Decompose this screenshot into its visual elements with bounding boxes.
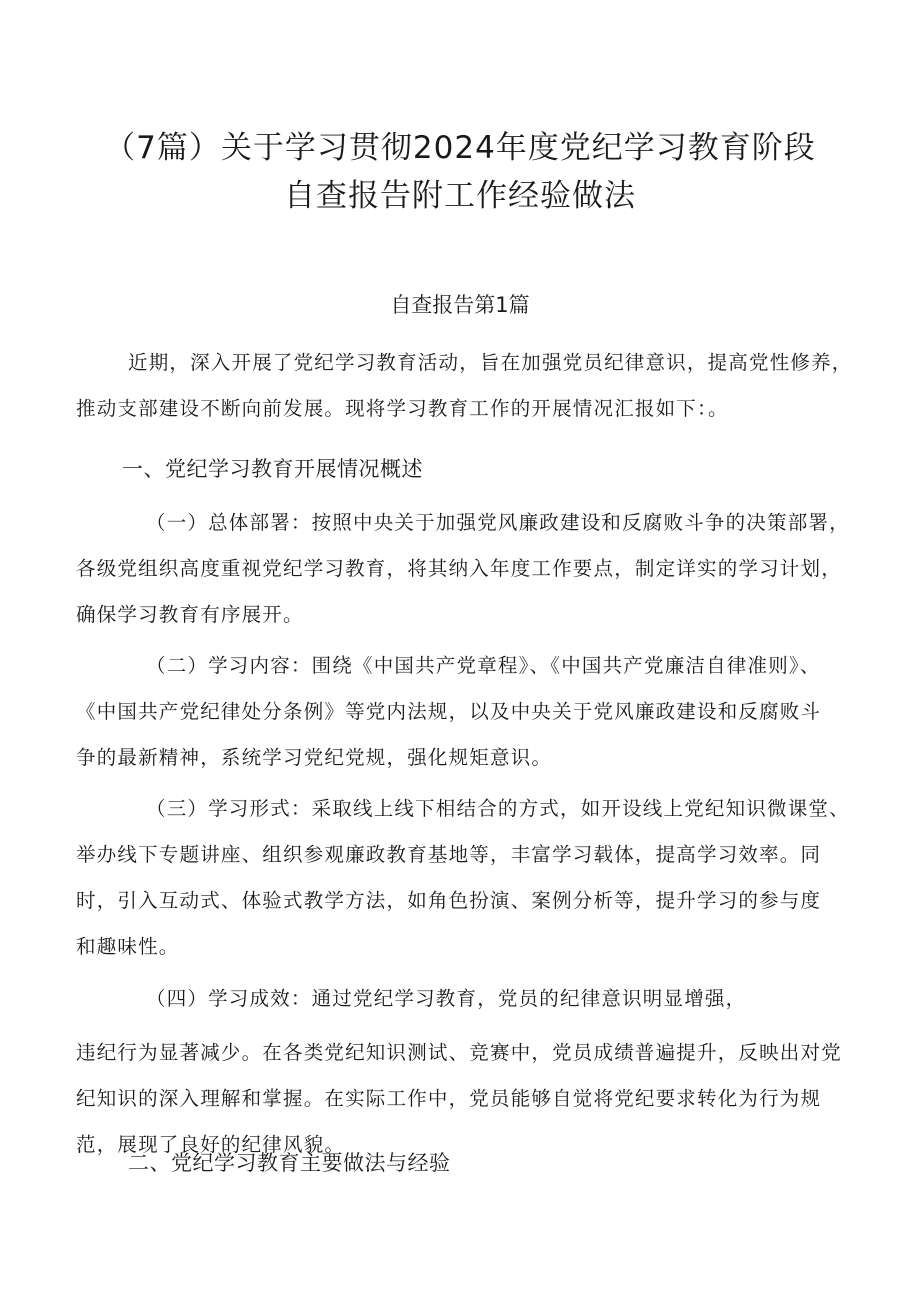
heading-section-2: 二、党纪学习教育主要做法与经验: [128, 1151, 451, 1175]
item3-line-4: 和趣味性。: [76, 935, 180, 958]
item1-line-3: 确保学习教育有序展开。: [76, 603, 304, 626]
item2-line-1: （二）学习内容：围绕《中国共产党章程》、《中国共产党廉洁自律准则》、: [146, 654, 821, 677]
intro-paragraph: [76, 340, 876, 432]
document-title-line-1: （7篇）关于学习贯彻2024年度党纪学习教育阶段: [104, 130, 816, 166]
section-title: 自查报告第1篇: [390, 293, 530, 317]
item2-line-2: 《中国共产党纪律处分条例》等党内法规，以及中央关于党风廉政建设和反腐败斗: [76, 700, 822, 723]
document-title-line-2: 自查报告附工作经验做法: [284, 178, 636, 214]
item3-line-3: 时，引入互动式、体验式教学方法，如角色扮演、案例分析等，提升学习的参与度: [76, 889, 822, 912]
item4-line-3: 纪知识的深入理解和掌握。在实际工作中，党员能够自觉将党纪要求转化为行为规: [76, 1087, 822, 1110]
paragraph-item-2: [76, 643, 876, 781]
paragraph-item-1: [76, 500, 876, 638]
item4-line-4: 范，展现了良好的纪律风貌。: [76, 1133, 346, 1156]
item4-line-1: （四）学习成效：通过党纪学习教育，党员的纪律意识明显增强，: [146, 987, 747, 1010]
intro-line-2: 推动支部建设不断向前发展。现将学习教育工作的开展情况汇报如下：。: [76, 397, 729, 420]
item3-line-2: 举办线下专题讲座、组织参观廉政教育基地等，丰富学习载体，提高学习效率。同: [76, 843, 822, 866]
intro-line-1: 近期，深入开展了党纪学习教育活动，旨在加强党员纪律意识，提高党性修养，: [128, 351, 853, 374]
item4-line-2: 违纪行为显著减少。在各类党纪知识测试、竞赛中，党员成绩普遍提升，反映出对党: [76, 1041, 842, 1064]
item1-line-2: 各级党组织高度重视党纪学习教育，将其纳入年度工作要点，制定详实的学习计划，: [76, 557, 842, 580]
item1-line-1: （一）总体部署：按照中央关于加强党风廉政建设和反腐败斗争的决策部署，: [146, 511, 850, 534]
heading-section-1: 一、党纪学习教育开展情况概述: [122, 457, 423, 481]
item2-line-3: 争的最新精神，系统学习党纪党规，强化规矩意识。: [76, 746, 553, 769]
item3-line-1: （三）学习形式：采取线上线下相结合的方式，如开设线上党纪知识微课堂、: [146, 797, 850, 820]
paragraph-item-3: [76, 786, 876, 970]
paragraph-item-4-first: [76, 976, 876, 1022]
